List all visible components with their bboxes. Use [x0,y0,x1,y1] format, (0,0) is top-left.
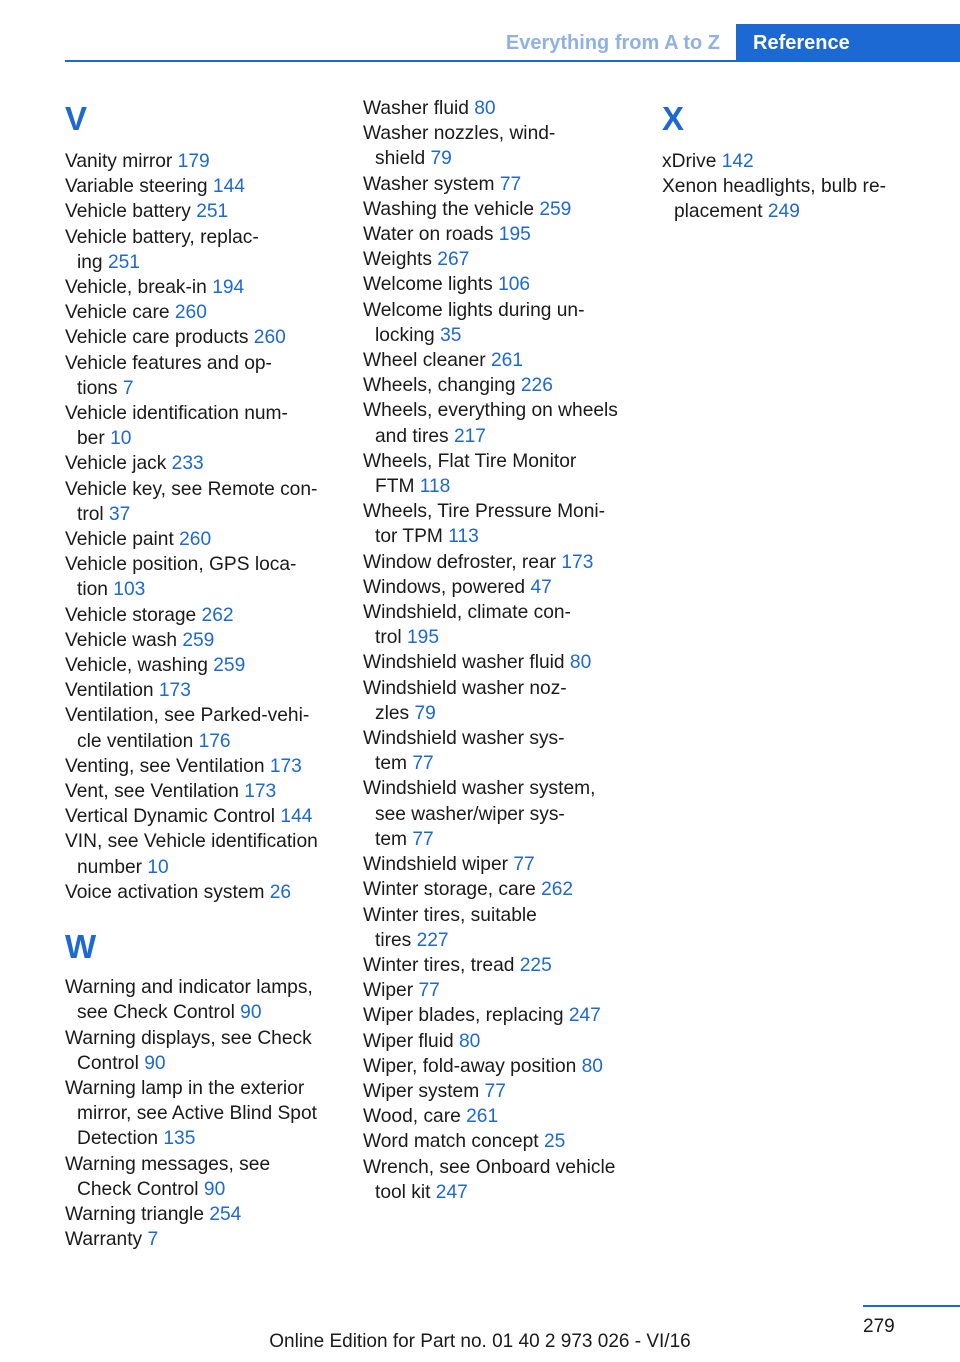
page-reference-link[interactable]: 10 [110,428,132,450]
index-entry-term: Vehicle identification num- [65,403,288,425]
page-reference-link[interactable]: 260 [179,529,212,551]
index-entry [65,275,355,300]
index-entry [65,174,355,199]
index-entry-term: tool kit [375,1181,436,1203]
index-entry-term: Vertical Dynamic Control [65,806,281,828]
index-entry-term: Vehicle care [65,302,175,324]
index-entry-term: ber [77,428,111,450]
index-entry-term: Winter storage, care [363,879,542,901]
index-entry-term: Vehicle, washing [65,655,214,677]
index-entry-term: Welcome lights during un- [363,299,585,321]
index-column-2 [363,96,653,1205]
index-entry-term: Warning displays, see Check [65,1027,312,1049]
index-entry-term: tires [375,929,417,951]
index-entry-term: Variable steering [65,176,213,198]
index-entry-term: Windshield washer sys- [363,728,565,750]
index-entry-term: Winter tires, tread [363,954,520,976]
page-reference-link[interactable]: 7 [122,377,134,399]
page-reference-link[interactable]: 25 [543,1131,566,1153]
index-entry [662,149,952,174]
index-entry-term: Warranty [65,1229,148,1251]
page-reference-link[interactable]: 173 [561,551,594,573]
index-entry [65,527,355,552]
page-reference-link[interactable]: 267 [437,249,470,271]
index-entry-term: trol [77,503,109,525]
index-entry [65,653,355,678]
index-entry [363,978,653,1003]
index-entry-term: Vanity mirror [65,151,178,172]
page-reference-link[interactable]: 106 [498,274,531,296]
index-entry-term: Wiper system [363,1080,485,1102]
index-entry [363,600,653,650]
index-entry-term: Vehicle wash [65,629,183,651]
page-reference-link[interactable]: 173 [158,680,191,702]
page-reference-link[interactable]: 80 [581,1055,603,1077]
index-entry [363,197,653,222]
index-entry-term: Wrench, see Onboard vehicle [363,1156,616,1178]
index-entry-term: Windshield wiper [363,854,514,876]
index-entry-term: Detection [77,1128,164,1150]
index-entry [363,272,653,297]
index-entry-term: ing [77,251,108,273]
index-entry [65,703,355,753]
index-entry-term: FTM [375,476,420,498]
page-number: 279 [863,1316,895,1337]
index-entry [65,1076,355,1152]
index-entry [65,199,355,224]
index-entry-term: Washing the vehicle [363,198,540,220]
index-entry [363,1104,653,1129]
index-entry [65,401,355,451]
index-entry [65,552,355,602]
index-entry [65,300,355,325]
page-reference-link[interactable]: 249 [767,201,800,223]
index-entry-term: Vehicle features and op- [65,352,272,374]
page-reference-link[interactable]: 259 [213,655,246,677]
page-reference-link[interactable]: 261 [490,350,523,372]
index-entry [662,174,952,224]
page-reference-link[interactable]: 7 [147,1229,159,1251]
index-entry [363,1129,653,1154]
page-reference-link[interactable]: 80 [474,98,496,119]
index-entry-term: Windshield, climate con- [363,602,571,624]
index-entry [363,222,653,247]
index-entry [363,726,653,776]
index-entry-term: Vehicle battery, replac- [65,226,259,248]
page-reference-link[interactable]: 77 [513,854,535,876]
index-entry-term: Window defroster, rear [363,551,562,573]
index-entry [65,678,355,703]
page-reference-link[interactable]: 261 [466,1106,499,1128]
page-reference-link[interactable]: 144 [212,176,245,198]
index-entry-term: Vehicle position, GPS loca- [65,554,297,576]
index-entry-term: trol [375,627,407,649]
index-entry-term: zles [375,702,415,724]
header-rule [65,60,960,62]
index-entry-term: Warning and indicator lamps, [65,977,313,999]
index-entry-term: tem [375,828,413,850]
page-reference-link[interactable]: 90 [144,1052,166,1074]
index-entry [65,325,355,350]
index-entry-term: Wheels, changing [363,375,521,397]
index-entry-term: Control [77,1052,145,1074]
index-entry-term: placement [674,201,768,223]
index-entry-term: Vehicle jack [65,453,172,475]
index-entry-term: tions [77,377,123,399]
index-entry-term: and tires [375,425,454,447]
index-entry-term: Welcome lights [363,274,499,296]
page-reference-link[interactable]: 225 [519,954,552,976]
index-letter-heading: W [65,928,97,966]
index-entry-term: Warning triangle [65,1203,210,1225]
page-reference-link[interactable]: 77 [412,828,434,850]
index-entry [363,298,653,348]
index-entry [65,1026,355,1076]
index-entry [363,247,653,272]
index-entry-term: Xenon headlights, bulb re- [662,176,887,198]
page-reference-link[interactable]: 79 [430,148,452,170]
page-reference-link[interactable]: 10 [147,856,169,878]
page-reference-link[interactable]: 176 [198,730,231,752]
page-reference-link[interactable]: 90 [203,1178,226,1200]
index-entry-term: Wheel cleaner [363,350,491,372]
index-entry-term: locking [375,324,441,346]
page-reference-link[interactable]: 259 [182,629,215,651]
index-entry-term: Windshield washer system, [363,778,596,800]
index-entry-term: Vehicle storage [65,604,202,626]
index-entry-term: Windows, powered [363,576,531,598]
page-reference-link[interactable]: 80 [458,1030,481,1052]
index-entry-term: see washer/wiper sys- [375,803,565,825]
index-entry [65,603,355,628]
index-entry-term: xDrive [662,151,722,172]
index-entry-term: Wiper blades, replacing [363,1005,569,1027]
index-entry-term: Warning lamp in the exterior [65,1077,305,1099]
page-reference-link[interactable]: 259 [539,198,572,220]
footer-edition: Online Edition for Part no. 01 40 2 973 026 - VI/16 [269,1331,691,1352]
index-column-1 [65,96,355,1252]
index-entry [363,121,653,171]
index-entry-term: number [77,856,148,878]
page-reference-link[interactable]: 90 [240,1002,262,1024]
page-reference-link[interactable]: 262 [201,604,234,626]
index-entry-term: Vehicle care products [65,327,254,349]
index-entry [65,1152,355,1202]
index-entry [65,477,355,527]
chapter-title: Everything from A to Z [505,32,720,54]
page-reference-link[interactable]: 77 [418,980,440,1002]
index-entry [363,96,653,121]
page-reference-link[interactable]: 35 [440,324,462,346]
index-entry [65,880,355,905]
page-reference-link[interactable]: 80 [569,652,592,674]
page-reference-link[interactable]: 103 [113,579,146,601]
index-entry [363,1079,653,1104]
index-entry [363,172,653,197]
index-entry-term: tor TPM [375,526,449,548]
index-entry-term: Voice activation system [65,881,270,903]
index-entry [363,550,653,575]
index-entry-term: Windshield washer fluid [363,652,570,674]
index-entry-term: mirror, see Active Blind Spot [77,1103,317,1125]
index-entry-term: Warning messages, see [65,1153,271,1175]
index-entry-term: Vehicle paint [65,529,180,551]
index-entry-term: Wood, care [363,1106,467,1128]
index-entry [363,398,653,448]
index-entry-term: Wiper [363,980,419,1002]
page-reference-link[interactable]: 37 [109,503,131,525]
page-reference-link[interactable]: 118 [419,476,451,498]
page-reference-link[interactable]: 195 [407,627,440,649]
index-entry-term: Venting, see Ventilation [65,755,270,777]
page-reference-link[interactable]: 260 [174,302,207,324]
index-entry-term: Ventilation, see Parked-vehi- [65,705,310,727]
index-entry-term: shield [375,148,431,170]
page-reference-link[interactable]: 251 [107,251,140,273]
index-entry [65,351,355,401]
section-tab: Reference [736,24,960,60]
index-entry [363,877,653,902]
page-reference-link[interactable]: 144 [280,806,313,828]
page-reference-link[interactable]: 142 [721,151,754,172]
index-entry [65,804,355,829]
index-entry-term: Wiper, fold-away position [363,1055,582,1077]
page-header [65,24,960,62]
page-reference-link[interactable]: 233 [171,453,204,475]
page-reference-link[interactable]: 247 [435,1181,468,1203]
page-number-rule [863,1305,960,1307]
index-entry [65,779,355,804]
page-reference-link[interactable]: 262 [541,879,574,901]
index-entry [363,903,653,953]
index-entry [65,451,355,476]
page-reference-link[interactable]: 217 [453,425,486,447]
page-reference-link[interactable]: 113 [448,526,479,548]
index-entry [65,975,355,1025]
page-reference-link[interactable]: 77 [499,173,522,195]
page-reference-link[interactable]: 251 [196,201,229,223]
page-reference-link[interactable]: 226 [520,375,553,397]
index-entry [65,829,355,879]
index-entry [363,1029,653,1054]
index-entry-term: Check Control [77,1178,204,1200]
page-reference-link[interactable]: 227 [416,929,449,951]
index-letter-heading: X [662,100,685,137]
index-entry [363,499,653,549]
index-entry-term: see Check Control [77,1002,241,1024]
index-entry [65,1202,355,1227]
index-entry-term: Wheels, Tire Pressure Moni- [363,501,606,523]
index-entry-term: Water on roads [363,224,499,246]
index-entry [363,953,653,978]
index-entry [363,348,653,373]
page-reference-link[interactable]: 26 [269,881,292,903]
page-reference-link[interactable]: 173 [269,755,302,777]
index-entry-term: Wheels, Flat Tire Monitor [363,450,577,472]
page-reference-link[interactable]: 79 [414,702,436,724]
index-entry [65,1227,355,1252]
index-entry [363,776,653,852]
index-entry-term: Word match concept [363,1131,544,1153]
index-entry [65,754,355,779]
index-entry [363,373,653,398]
index-entry-term: Winter tires, suitable [363,904,537,926]
index-entry-term: VIN, see Vehicle identification [65,831,318,853]
index-entry-term: Ventilation [65,680,159,702]
index-entry [363,575,653,600]
page-reference-link[interactable]: 135 [163,1128,196,1150]
index-entry [65,225,355,275]
index-entry [363,650,653,675]
index-entry-term: Vehicle battery [65,201,197,223]
index-entry [363,449,653,499]
page-reference-link[interactable]: 254 [209,1203,242,1225]
page-reference-link[interactable]: 173 [244,781,277,803]
page-reference-link[interactable]: 260 [253,327,286,349]
index-entry-term: tem [375,753,413,775]
index-entry-term: Washer nozzles, wind- [363,123,556,145]
page-reference-link[interactable]: 77 [484,1080,506,1102]
page-reference-link[interactable]: 195 [498,224,531,246]
page-reference-link[interactable]: 47 [530,576,552,598]
index-column-3 [662,96,952,225]
index-entry-term: Vent, see Ventilation [65,781,245,803]
index-entry-term: cle ventilation [77,730,199,752]
index-entry [363,1003,653,1028]
index-entry-term: Weights [363,249,438,271]
index-entry-term: Vehicle key, see Remote con- [65,478,318,500]
index-entry [363,1054,653,1079]
index-entry-term: Windshield washer noz- [363,677,567,699]
index-entry-term: Wheels, everything on wheels [363,400,618,422]
index-entry [65,628,355,653]
page-reference-link[interactable]: 247 [568,1005,601,1027]
index-entry-term: Washer system [363,173,500,195]
page-reference-link[interactable]: 179 [177,151,210,172]
index-entry [363,852,653,877]
page-reference-link[interactable]: 77 [412,753,434,775]
index-entry-term: Vehicle, break-in [65,277,213,299]
index-entry [363,1155,653,1205]
index-entry-term: Wiper fluid [363,1030,459,1052]
index-entry [363,676,653,726]
index-entry-term: Washer fluid [363,98,475,119]
page-reference-link[interactable]: 194 [212,277,245,299]
index-letter-heading: V [65,100,88,137]
index-entry [65,149,355,174]
index-entry-term: tion [77,579,114,601]
